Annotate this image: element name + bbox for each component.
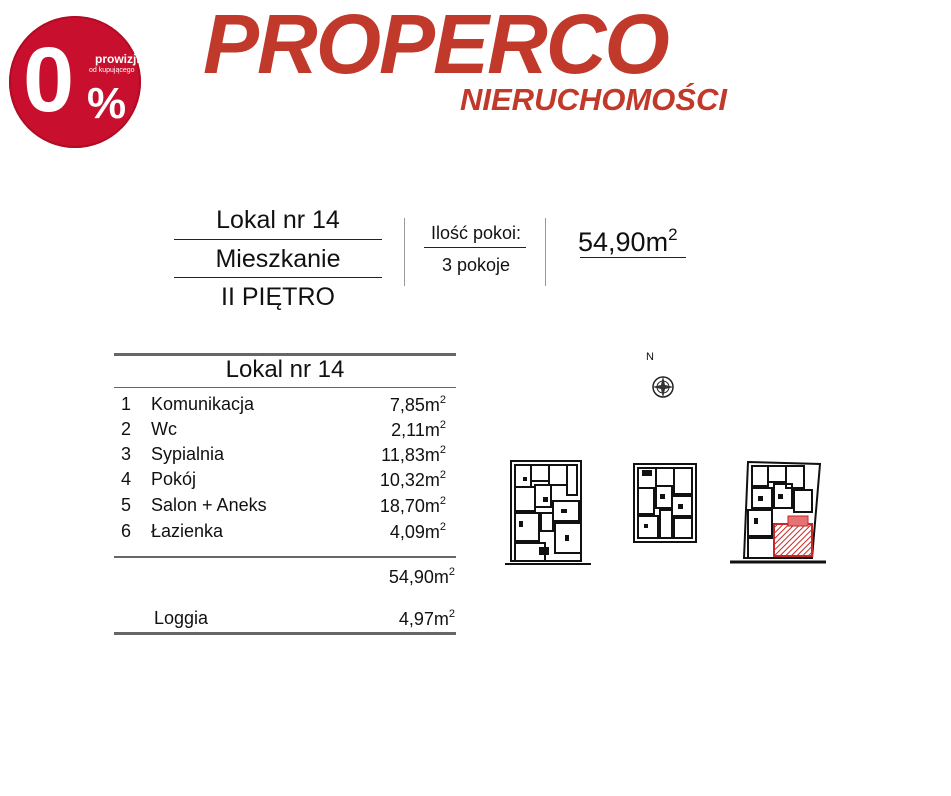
room-area-value: 2,11m	[391, 420, 440, 440]
room-area	[340, 496, 446, 515]
separator	[404, 218, 405, 286]
area-unit-sup: 2	[439, 521, 446, 533]
room-name: Sypialnia	[151, 444, 225, 464]
room-number: 1	[121, 394, 132, 414]
table-total-value: 54,90m	[388, 567, 449, 587]
rooms-value: 3 pokoje	[441, 255, 511, 275]
room-area	[340, 445, 446, 464]
table-title: Lokal nr 14	[225, 356, 345, 383]
divider	[424, 247, 526, 248]
highlighted-unit	[774, 524, 812, 556]
building-plan-left	[505, 457, 591, 567]
room-area-value: 4,09m	[389, 522, 440, 542]
area-unit-sup: 2	[448, 608, 455, 620]
badge-line1: prowizji	[95, 52, 140, 66]
compass-label: N	[646, 351, 654, 363]
loggia-area	[340, 609, 455, 628]
total-area-unit-sup: 2	[668, 225, 678, 244]
room-area-value: 11,83m	[381, 445, 440, 465]
rooms-label: Ilość pokoi:	[430, 223, 522, 243]
building-plan-middle	[630, 460, 700, 546]
loggia-label: Loggia	[154, 608, 209, 628]
area-unit-sup: 2	[439, 495, 446, 507]
table-total-area	[340, 567, 455, 586]
room-number: 4	[121, 469, 132, 489]
room-number: 3	[121, 444, 132, 464]
area-unit-sup: 2	[439, 469, 446, 481]
compass-icon	[650, 374, 676, 400]
room-number: 6	[121, 521, 132, 541]
room-name: Salon + Aneks	[151, 495, 267, 515]
badge-zero: 0	[23, 29, 73, 131]
room-area	[340, 470, 446, 489]
table-header-border	[114, 387, 456, 388]
area-unit-sup: 2	[439, 444, 446, 456]
loggia-area-value: 4,97m	[398, 609, 449, 629]
total-area-value: 54,90m	[578, 227, 669, 257]
badge-line2: od kupującego	[89, 67, 135, 74]
room-number: 5	[121, 495, 132, 515]
room-area-value: 18,70m	[379, 496, 440, 516]
room-number: 2	[121, 419, 132, 439]
divider	[174, 239, 382, 240]
brand-subtitle: NIERUCHOMOŚCI	[460, 82, 727, 117]
separator	[545, 218, 546, 286]
unit-type: Mieszkanie	[215, 245, 341, 273]
room-area	[340, 522, 446, 541]
room-area	[340, 420, 446, 439]
area-unit-sup: 2	[439, 394, 446, 406]
badge-percent: %	[87, 79, 127, 128]
room-area	[340, 395, 446, 414]
room-name: Łazienka	[151, 521, 224, 541]
zero-commission-badge	[9, 16, 141, 148]
unit-number: Lokal nr 14	[216, 206, 340, 234]
area-unit-sup: 2	[439, 419, 446, 431]
brand-logo: PROPERCO	[203, 0, 668, 91]
floor-label: II PIĘTRO	[221, 283, 335, 311]
room-name: Pokój	[151, 469, 197, 489]
room-name: Wc	[151, 419, 177, 439]
total-area	[578, 226, 678, 256]
building-plan-right	[730, 458, 830, 570]
area-unit-sup: 2	[448, 566, 455, 578]
table-bottom-border	[114, 632, 456, 635]
table-sum-border	[114, 556, 456, 558]
divider	[174, 277, 382, 278]
room-area-value: 7,85m	[389, 395, 440, 415]
room-name: Komunikacja	[151, 394, 255, 414]
divider	[580, 257, 686, 258]
room-area-value: 10,32m	[379, 470, 440, 490]
